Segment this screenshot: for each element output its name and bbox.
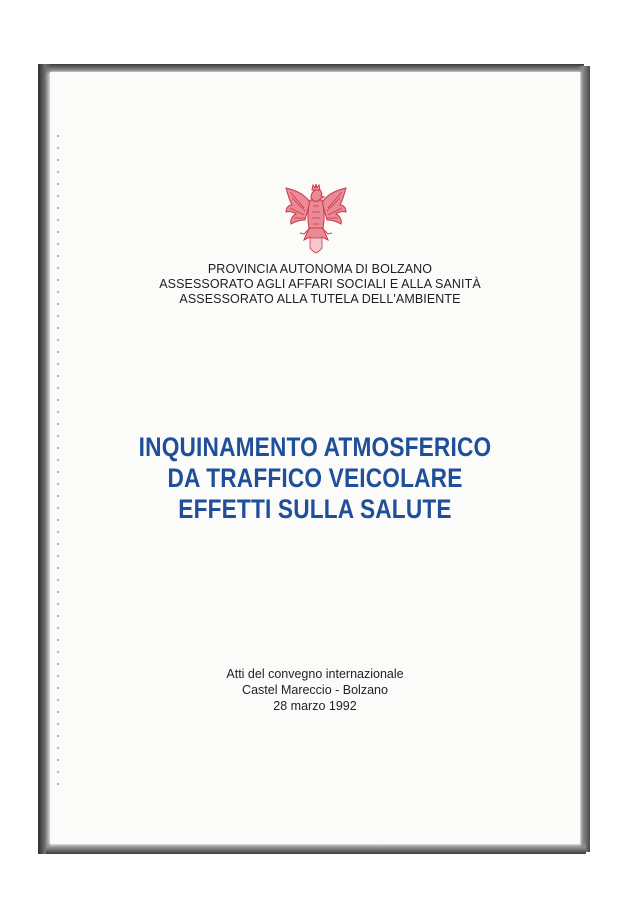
authority-line-province: PROVINCIA AUTONOMA DI BOLZANO <box>207 262 433 276</box>
conference-date: 28 marzo 1992 <box>273 699 357 713</box>
tyrolean-eagle-coat-of-arms-icon <box>280 178 352 254</box>
binding-stitches <box>56 130 60 790</box>
conference-info <box>170 666 460 714</box>
authority-line-health-department: ASSESSORATO AGLI AFFARI SOCIALI E ALLA SANITÀ <box>159 277 481 291</box>
conference-description: Atti del convegno internazionale <box>226 667 404 681</box>
issuing-authority <box>120 262 520 307</box>
authority-line-environment-department: ASSESSORATO ALLA TUTELA DELL'AMBIENTE <box>179 292 461 306</box>
conference-location: Castel Mareccio - Bolzano <box>242 683 388 697</box>
title-line-3: EFFETTI SULLA SALUTE <box>178 494 452 524</box>
title-line-1: INQUINAMENTO ATMOSFERICO <box>138 432 492 462</box>
book-title <box>118 432 513 525</box>
title-line-2: DA TRAFFICO VEICOLARE <box>167 463 463 493</box>
